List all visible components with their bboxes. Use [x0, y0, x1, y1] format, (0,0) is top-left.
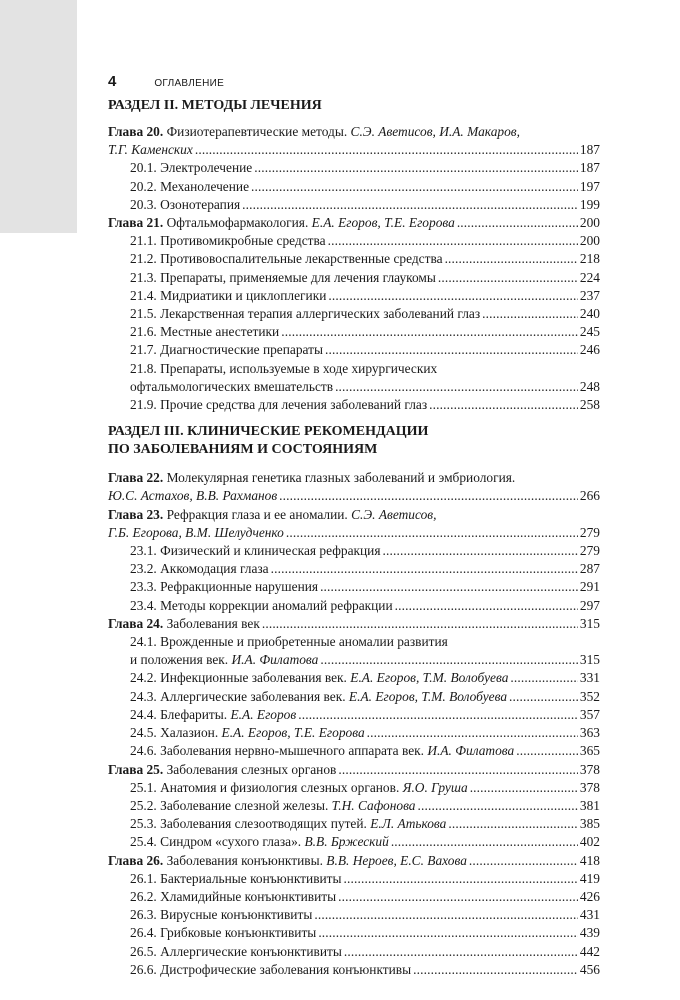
toc-item[interactable]: 26.5. Аллергические конъюнктивиты . . . 442 [108, 943, 600, 961]
toc-item[interactable]: 21.1. Противомикробные средства . . . 200 [108, 232, 600, 250]
running-head-title: ОГЛАВЛЕНИЕ [154, 78, 225, 89]
toc-item[interactable]: 25.1. Анатомия и физиология слезных органов. Я.О. Груша . . . 378 [108, 779, 600, 797]
toc-item[interactable]: 23.1. Физический и клиническая рефракция . . . 279 [108, 542, 600, 560]
page-number: 4 [108, 73, 117, 90]
toc-item[interactable]: 20.2. Механолечение . . . 197 [108, 178, 600, 196]
chapter-authors: Т.Г. Каменских [108, 142, 193, 158]
section-heading: РАЗДЕЛ III. КЛИНИЧЕСКИЕ РЕКОМЕНДАЦИИ ПО ЗАБОЛЕВАНИЯМ И СОСТОЯНИЯМ [108, 424, 429, 458]
toc-item[interactable]: 26.2. Хламидийные конъюнктивиты . . . 426 [108, 888, 600, 906]
toc-item[interactable]: 26.3. Вирусные конъюнктивиты . . . 431 [108, 906, 600, 924]
table-of-contents [108, 97, 600, 979]
toc-item[interactable]: 24.1. Врожденные и приобретенные аномалии развития и положения век. И.А. Филатова . . . 315 [108, 633, 600, 669]
toc-item[interactable]: 26.4. Грибковые конъюнктивиты . . . 439 [108, 924, 600, 942]
toc-chapter-26[interactable]: Глава 26. Заболевания конъюнктивы. В.В. Нероев, Е.С. Вахова . . . 418 [108, 852, 600, 870]
toc-item[interactable]: 23.3. Рефракционные нарушения . . . 291 [108, 578, 600, 596]
toc-item[interactable]: 26.6. Дистрофические заболевания конъюнктивы . . . 456 [108, 961, 600, 979]
toc-item[interactable]: 25.3. Заболевания слезоотводящих путей. Е.Л. Атькова . . . 385 [108, 815, 600, 833]
toc-chapter-21[interactable]: Глава 21. Офтальмофармакология. Е.А. Егоров, Т.Е. Егорова . . . 200 [108, 214, 600, 232]
toc-item[interactable]: 24.2. Инфекционные заболевания век. Е.А. Егоров, Т.М. Волобуева . . . 331 [108, 669, 600, 687]
toc-item[interactable]: 21.7. Диагностические препараты . . . 246 [108, 341, 600, 359]
toc-chapter-20[interactable] [108, 123, 600, 159]
toc-item[interactable]: 26.1. Бактериальные конъюнктивиты . . . 419 [108, 870, 600, 888]
toc-chapter-22[interactable]: Глава 22. Молекулярная генетика глазных заболеваний и эмбриология. Ю.С. Астахов, В.В. Рахманов . . . 266 [108, 469, 600, 505]
chapter-label: Глава 20. [108, 124, 164, 139]
toc-item[interactable]: 20.1. Электролечение . . . 187 [108, 159, 600, 177]
toc-chapter-23[interactable]: Глава 23. Рефракция глаза и ее аномалии. С.Э. Аветисов, Г.Б. Егорова, В.М. Шелудченко . . . 279 [108, 506, 600, 542]
toc-chapter-24[interactable]: Глава 24. Заболевания век . . . 315 [108, 615, 600, 633]
toc-item[interactable]: 21.9. Прочие средства для лечения заболеваний глаз . . . 258 [108, 396, 600, 414]
chapter-authors: С.Э. Аветисов, И.А. Макаров, [350, 124, 520, 139]
toc-item[interactable]: 24.6. Заболевания нервно-мышечного аппарата век. И.А. Филатова . . . 365 [108, 742, 600, 760]
toc-item[interactable]: 21.3. Препараты, применяемые для лечения глаукомы . . . 224 [108, 269, 600, 287]
toc-item[interactable]: 21.6. Местные анестетики . . . 245 [108, 323, 600, 341]
toc-item[interactable]: 23.4. Методы коррекции аномалий рефракции . . . 297 [108, 597, 600, 615]
running-head [108, 73, 224, 89]
toc-item[interactable]: 25.4. Синдром «сухого глаза». В.В. Бржеский . . . 402 [108, 833, 600, 851]
chapter-title: Физиотерапевтические методы. [166, 124, 348, 139]
toc-item[interactable]: 21.2. Противовоспалительные лекарственные средства . . . 218 [108, 250, 600, 268]
toc-item[interactable]: 24.3. Аллергические заболевания век. Е.А. Егоров, Т.М. Волобуева . . . 352 [108, 688, 600, 706]
toc-item[interactable]: 24.4. Блефариты. Е.А. Егоров . . . 357 [108, 706, 600, 724]
page-corner-shade [0, 0, 77, 233]
toc-item[interactable]: 25.2. Заболевание слезной железы. Т.Н. Сафонова . . . 381 [108, 797, 600, 815]
toc-item[interactable]: 21.4. Мидриатики и циклоплегики . . . 237 [108, 287, 600, 305]
page-ref: 187 [579, 142, 600, 158]
toc-item[interactable]: 21.8. Препараты, используемые в ходе хирургических офтальмологических вмешательств . . . 248 [108, 360, 600, 396]
toc-chapter-25[interactable]: Глава 25. Заболевания слезных органов . . . 378 [108, 761, 600, 779]
toc-item[interactable]: 21.5. Лекарственная терапия аллергических заболеваний глаз . . . 240 [108, 305, 600, 323]
toc-item[interactable]: 24.5. Халазион. Е.А. Егоров, Т.Е. Егорова . . . 363 [108, 724, 600, 742]
toc-item[interactable]: 20.3. Озонотерапия . . . 199 [108, 196, 600, 214]
toc-item[interactable]: 23.2. Аккомодация глаза . . . 287 [108, 560, 600, 578]
section-heading: РАЗДЕЛ II. МЕТОДЫ ЛЕЧЕНИЯ [108, 98, 322, 113]
